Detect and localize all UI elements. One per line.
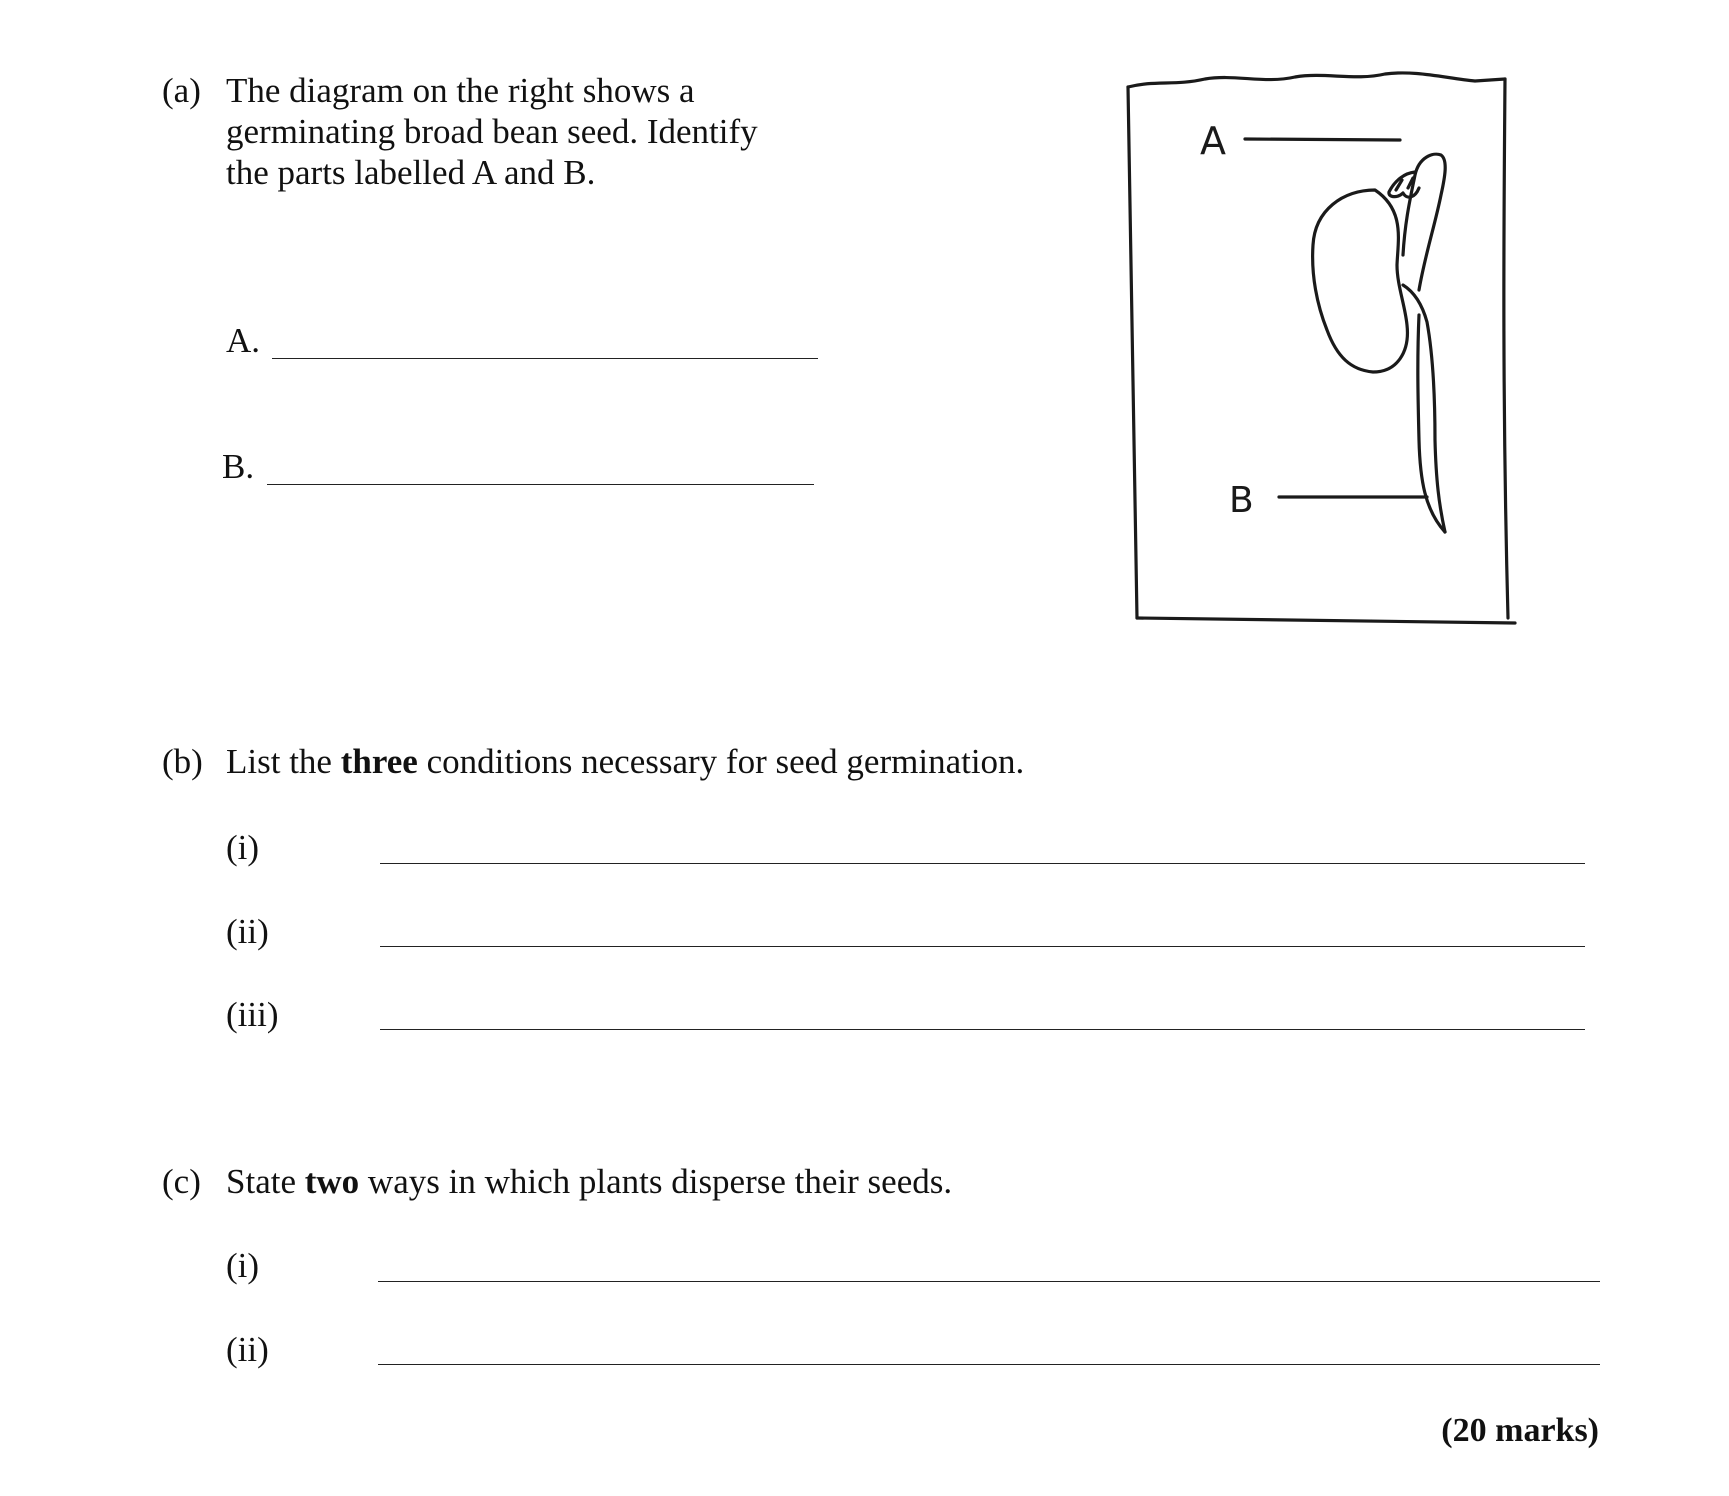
label-a-line bbox=[1245, 139, 1400, 140]
part-c-answer-i-label: (i) bbox=[226, 1246, 260, 1285]
germinating-bean-diagram bbox=[1115, 60, 1535, 650]
part-c-answer-i-line[interactable] bbox=[378, 1281, 1600, 1282]
part-a-question-line-2: germinating broad bean seed. Identify bbox=[226, 112, 758, 151]
container-bottom-edge bbox=[1137, 618, 1515, 623]
part-c-text-bold: two bbox=[304, 1162, 360, 1201]
part-c-answer-ii-line[interactable] bbox=[378, 1364, 1600, 1365]
container-right-edge bbox=[1504, 79, 1508, 618]
part-c-text-before: State bbox=[226, 1162, 305, 1201]
part-b-question bbox=[226, 741, 1024, 782]
part-b-answer-ii-line[interactable] bbox=[380, 946, 1585, 947]
part-a-label: (a) bbox=[162, 71, 201, 110]
diagram-label-b: B bbox=[1229, 480, 1254, 521]
container-top-edge bbox=[1128, 73, 1505, 87]
part-b-answer-iii-label: (iii) bbox=[226, 995, 279, 1034]
part-b-text-bold: three bbox=[340, 742, 418, 781]
part-b-label: (b) bbox=[162, 742, 203, 781]
part-a-question-line-1: The diagram on the right shows a bbox=[226, 71, 695, 110]
bean-seed bbox=[1313, 190, 1408, 372]
diagram-label-a: A bbox=[1200, 119, 1226, 163]
part-b-answer-iii-line[interactable] bbox=[380, 1029, 1585, 1030]
part-a-question-line-3: the parts labelled A and B. bbox=[226, 153, 596, 192]
answer-a-line[interactable] bbox=[272, 358, 818, 359]
part-c-text-after: ways in which plants disperse their seeds. bbox=[359, 1162, 953, 1201]
part-b-answer-i-line[interactable] bbox=[380, 863, 1585, 864]
part-b-answer-i-label: (i) bbox=[226, 828, 260, 867]
container-left-edge bbox=[1128, 87, 1137, 618]
answer-b-line[interactable] bbox=[267, 484, 814, 485]
part-a-question bbox=[226, 70, 758, 193]
part-b-answer-ii-label: (ii) bbox=[226, 912, 269, 951]
answer-b-label: B. bbox=[222, 447, 255, 486]
part-b-text-before: List the bbox=[226, 742, 341, 781]
total-marks: (20 marks) bbox=[1441, 1412, 1599, 1449]
part-c-question bbox=[226, 1161, 952, 1202]
part-b-text-after: conditions necessary for seed germination. bbox=[417, 742, 1025, 781]
part-c-answer-ii-label: (ii) bbox=[226, 1330, 269, 1369]
part-c-label: (c) bbox=[162, 1162, 201, 1201]
answer-a-label: A. bbox=[226, 321, 261, 360]
